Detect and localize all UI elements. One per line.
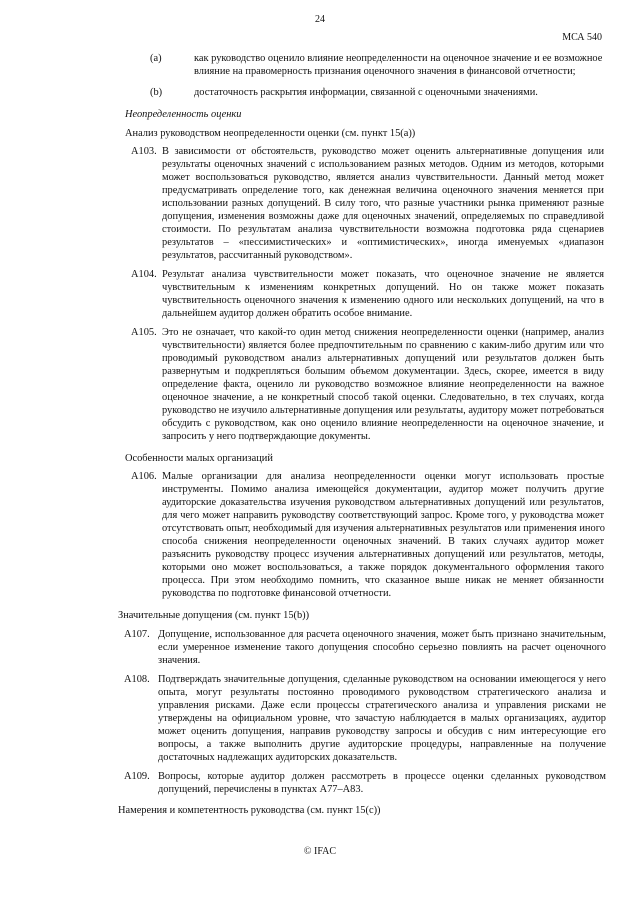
paragraph-line: чувствительности) является более предпочтительным по сравнению с каким-либо другим или что — [162, 340, 604, 351]
paragraph-line: процесса. При этом необходимо помнить, что сказанное выше никак не меняет обязанности — [162, 575, 604, 586]
paragraph-number: A107. — [124, 629, 150, 640]
paragraph-number: A108. — [124, 674, 150, 685]
paragraph-line: руководство не изучило альтернативные допущения или результаты, аудитору может потребоваться — [162, 405, 604, 416]
paragraph-line: Это не означает, что какой-то один метод снижения неопределенности оценки (например, анализ — [162, 327, 604, 338]
paragraph-line: утверждены на официальном уровне, что зачастую наблюдается в малых организациях, аудитор — [158, 713, 606, 724]
page-number: 24 — [315, 14, 325, 25]
paragraph-line: использовании разных допущений. В силу того, что разные участники рынка применяют разные — [162, 198, 604, 209]
paragraph-line: может оценить допущения, направив руководству запросы и обсудив с ним интересующие его — [158, 726, 606, 737]
paragraph-line: значения. — [158, 655, 201, 666]
section-heading-management-intent: Намерения и компетентность руководства (см. пункт 15(с)) — [118, 805, 381, 816]
paragraph-line: допущений, перечислены в пунктах A77–A83. — [158, 784, 364, 795]
section-heading-significant-assumptions: Значительные допущения (см. пункт 15(b)) — [118, 610, 310, 621]
paragraph-line: допущения, изменения возможны даже для оценочных значений, определяемых по справедливой — [162, 211, 604, 222]
paragraph-line: развернутым и подкрепляться большим объемом документации. Здесь, скорее, имеется в виду — [162, 366, 604, 377]
paragraph-line: если умеренное изменение такого допущения способно серьезно повлиять на расчет оценочного — [158, 642, 606, 653]
paragraph-line: Малые организации для анализа неопределенности оценки могут использовать простые — [162, 471, 604, 482]
paragraph-line: стоимости. По результатам анализа чувствительности возможна подготовка ряда сценариев — [162, 224, 604, 235]
paragraph-line: чувствительность оценочного значения к изменению одного или нескольких допущений, на что в — [162, 295, 604, 306]
paragraph-line: достаточных надлежащих аудиторских доказательств. — [158, 752, 398, 763]
paragraph-line: обсудить с руководством, как оно оценило влияние неопределенности на оценочное значение, и — [162, 418, 604, 429]
paragraph-line: Результат анализа чувствительности может показать, что оценочное значение не является — [162, 269, 604, 280]
list-marker-a: (a) — [150, 53, 162, 64]
paragraph-line: результатов, рассчитанный руководством». — [162, 250, 353, 261]
paragraph-line: управления рисками. Даже если процессы стратегического анализа и управления рисками не — [158, 700, 606, 711]
paragraph-line: инструменты. Помимо анализа имеющейся документации, аудитор может получить другие — [162, 484, 604, 495]
paragraph-line: Вопросы, которые аудитор должен рассмотреть в процессе оценки сделанных руководством — [158, 771, 606, 782]
section-heading-uncertainty: Неопределенность оценки — [125, 109, 242, 120]
section-heading-analysis: Анализ руководством неопределенности оценки (см. пункт 15(а)) — [125, 128, 416, 139]
paragraph-line: отсутствовать опыт, необходимый для изучения альтернативных результатов или применения иного — [162, 523, 605, 534]
list-item-a-line-1: как руководство оценило влияние неопределенности на оценочное значение и ее возможное — [194, 53, 603, 64]
paragraph-line: чувствительным к изменениям конкретных допущений. Но он также может показать — [162, 282, 604, 293]
list-item-a-line-2: влияние на правомерность признания оценочного значения в финансовой отчетности; — [194, 66, 576, 77]
paragraph-line: определение факта, оценило ли руководство возможное влияние неопределенности на важное — [162, 379, 604, 390]
paragraph-line: предусматривать определение того, как денежная величина оценочного значения меняется при — [162, 185, 604, 196]
paragraph-line: проводимый руководством анализ альтернативных допущений или результатов должен быть — [162, 353, 604, 364]
paragraph-line: которыми оно может воспользоваться, а также порядок документального оформления такого — [162, 562, 604, 573]
paragraph-line: В зависимости от обстоятельств, руководство может оценить альтернативные допущения или — [162, 146, 604, 157]
paragraph-line: опыта, могут результаты постоянно проводимого руководством стратегического анализа и — [158, 687, 606, 698]
paragraph-line: способа снижения неопределенности оценочных значений. В таких случаях аудитор может — [162, 536, 604, 547]
paragraph-line: Подтверждать значительные допущения, сделанные руководством на основании имеющегося у него — [158, 674, 606, 685]
paragraph-line: руководства по подготовке финансовой отчетности. — [162, 588, 392, 599]
list-marker-b: (b) — [150, 87, 163, 98]
paragraph-number: A109. — [124, 771, 150, 782]
paragraph-line: аудиторские доказательства изучения руководством альтернативных допущений или результатов, — [162, 497, 604, 508]
paragraph-number: A104. — [131, 269, 157, 280]
paragraph-line: дальнейшем аудитор должен обратить особое внимание. — [162, 308, 413, 319]
document-code: МСА 540 — [562, 32, 602, 43]
paragraph-line: Допущение, использованное для расчета оценочного значения, может быть признано значительным, — [158, 629, 606, 640]
paragraph-line: результаты оценочных значений с использованием разных методов. Одним из методов, которыми — [162, 159, 604, 170]
paragraph-line: вопросы, а также выполнить другие аудиторские процедуры, направленные на получение — [158, 739, 606, 750]
list-item-b-line-1: достаточность раскрытия информации, связанной с оценочными значениями. — [194, 87, 538, 98]
paragraph-number: A106. — [131, 471, 157, 482]
paragraph-line: результатов – «пессимистических» и «оптимистических», иногда именуемых «диапазон — [162, 237, 604, 248]
paragraph-line: может воспользоваться руководство, является анализ чувствительности. Данный метод может — [162, 172, 604, 183]
paragraph-line: оценочное значение, а не конкретный способ такой оценки. Следовательно, в тех случаях, когда — [162, 392, 604, 403]
paragraph-number: A103. — [131, 146, 157, 157]
paragraph-line: запросить у него подтверждающие документы. — [162, 431, 371, 442]
paragraph-line: для чего может направить руководству соответствующий запрос. Кроме того, у руководства может — [162, 510, 604, 521]
footer-copyright: © IFAC — [303, 846, 337, 857]
paragraph-line: разъяснить руководству процесс изучения альтернативных допущений или результатов, методы, — [162, 549, 604, 560]
section-heading-small-entities: Особенности малых организаций — [125, 453, 273, 464]
paragraph-number: A105. — [131, 327, 157, 338]
